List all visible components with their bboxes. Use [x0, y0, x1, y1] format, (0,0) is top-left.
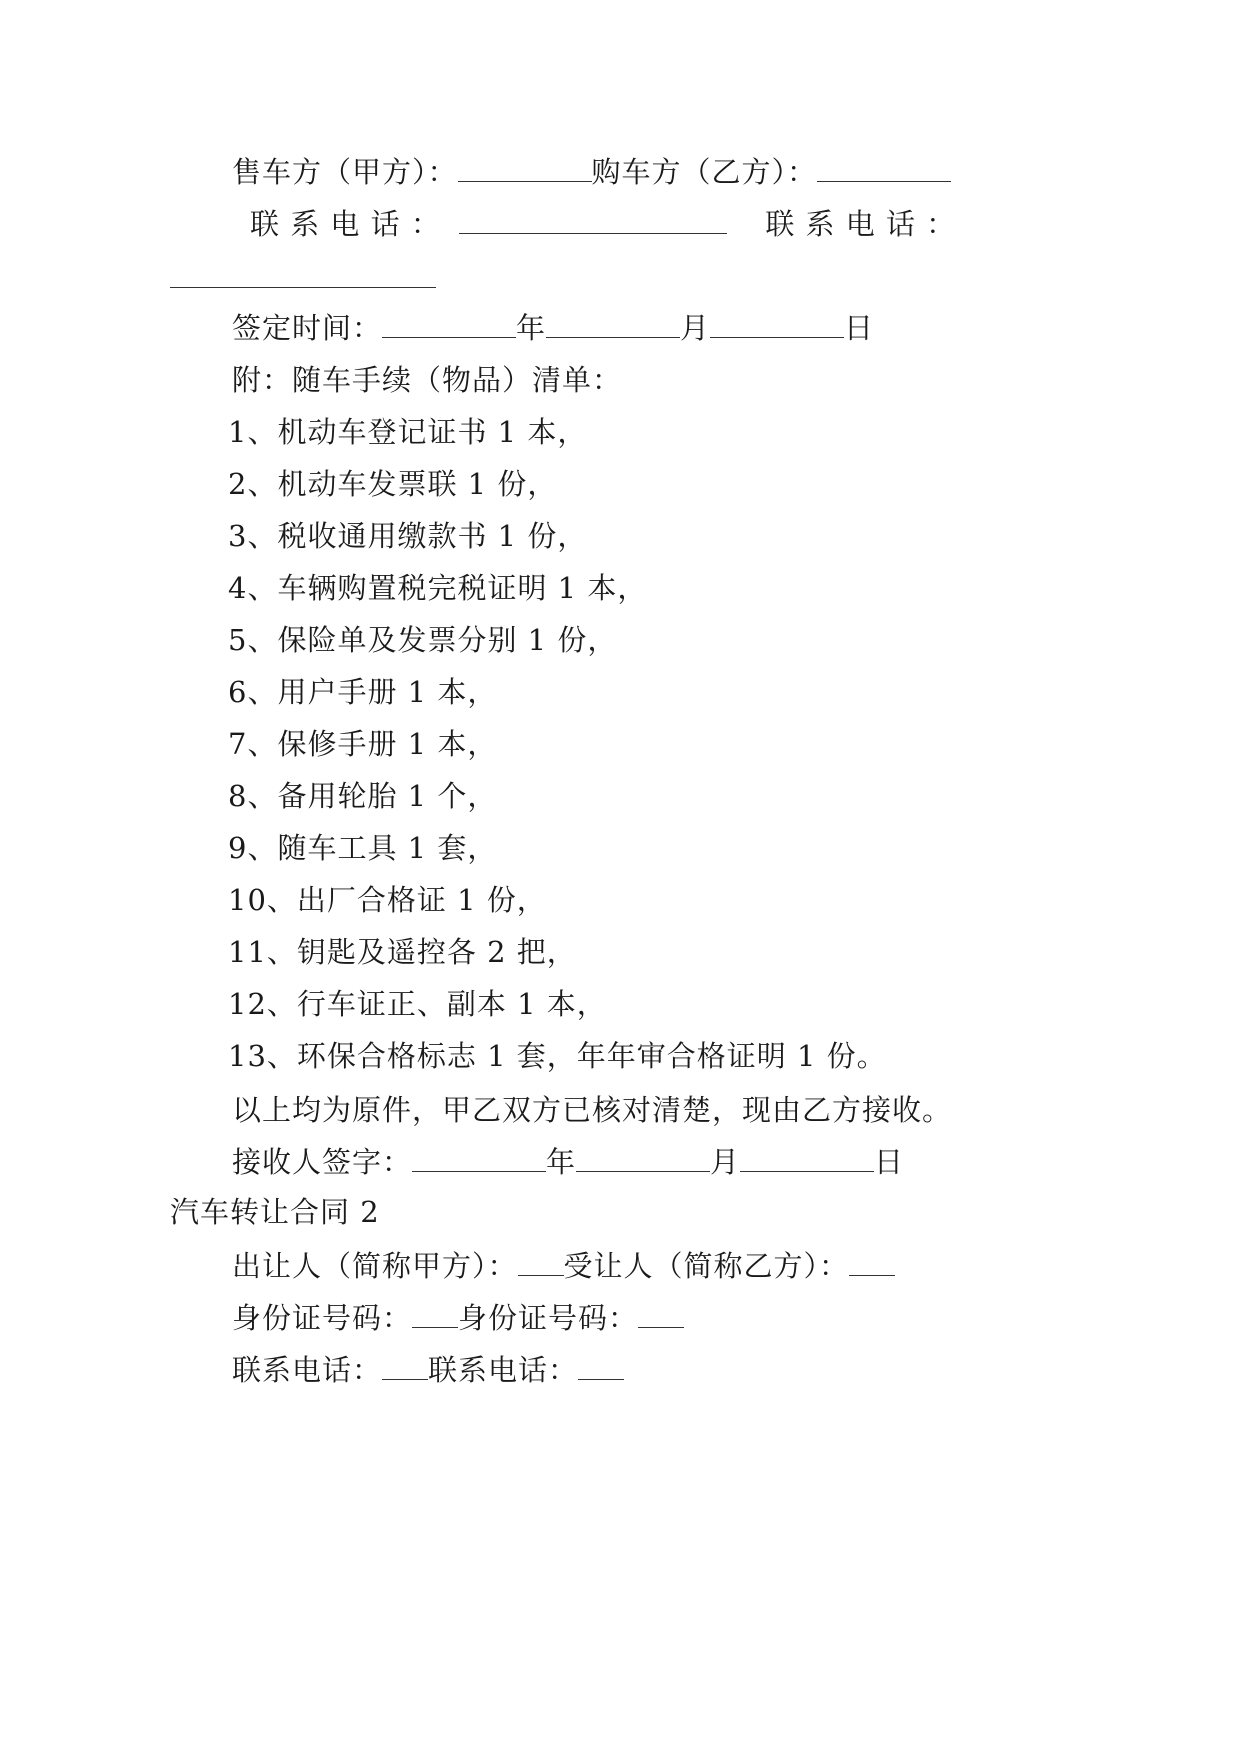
receiver-sign-line: [232, 1142, 904, 1182]
buyer-phone-blank[interactable]: [170, 265, 436, 288]
transferor-phone-label: 联系电话：: [232, 1353, 383, 1387]
receiver-year-blank[interactable]: [412, 1149, 546, 1172]
transferor-blank[interactable]: [518, 1253, 564, 1276]
contract2-phone-line: [232, 1350, 624, 1390]
receiver-day-label: 日: [874, 1145, 905, 1179]
transferee-id-blank[interactable]: [638, 1305, 684, 1328]
sign-month-label: 月: [680, 311, 711, 345]
seller-label: 售车方（甲方）：: [232, 155, 458, 189]
list-item: 10、出厂合格证 1 份，: [228, 883, 547, 917]
list-item: 13、环保合格标志 1 套，年年审合格证明 1 份。: [228, 1039, 887, 1073]
transfer-parties-line: [232, 1246, 895, 1286]
transferee-phone-label: 联系电话：: [428, 1353, 579, 1387]
list-item: 6、用户手册 1 本，: [228, 675, 498, 709]
id-line: [232, 1298, 684, 1338]
list-item: 12、行车证正、副本 1 本，: [228, 987, 607, 1021]
buyer-phone-line: [170, 258, 436, 298]
receiver-month-label: 月: [710, 1145, 741, 1179]
contract2-title: 汽车转让合同 2: [170, 1195, 380, 1229]
receiver-day-blank[interactable]: [740, 1149, 874, 1172]
buyer-blank[interactable]: [817, 159, 951, 182]
sign-time-line: [232, 308, 874, 348]
list-item: 4、车辆购置税完税证明 1 本，: [228, 571, 648, 605]
list-item: 2、机动车发票联 1 份，: [228, 467, 558, 501]
receiver-month-blank[interactable]: [576, 1149, 710, 1172]
confirmation-text: 以上均为原件，甲乙双方已核对清楚，现由乙方接收。: [232, 1093, 953, 1127]
sign-time-label: 签定时间：: [232, 311, 383, 345]
transferor-label: 出让人（简称甲方）：: [232, 1249, 518, 1283]
list-item: 8、备用轮胎 1 个，: [228, 779, 498, 813]
sign-year-blank[interactable]: [382, 315, 516, 338]
sign-year-label: 年: [516, 311, 547, 345]
sign-day-label: 日: [844, 311, 875, 345]
parties-line: [232, 152, 951, 192]
list-item: 9、随车工具 1 套，: [228, 831, 498, 865]
transferor-id-label: 身份证号码：: [232, 1301, 413, 1335]
buyer-phone-label: 联 系 电 话 ：: [765, 207, 957, 241]
transferee-phone-blank[interactable]: [578, 1357, 624, 1380]
sign-month-blank[interactable]: [546, 315, 680, 338]
transferor-id-blank[interactable]: [412, 1305, 458, 1328]
receiver-sign-label: 接收人签字：: [232, 1145, 413, 1179]
list-item: 5、保险单及发票分别 1 份，: [228, 623, 618, 657]
list-item: 1、机动车登记证书 1 本，: [228, 415, 588, 449]
list-item: 3、税收通用缴款书 1 份，: [228, 519, 588, 553]
receiver-year-label: 年: [546, 1145, 577, 1179]
transferee-blank[interactable]: [849, 1253, 895, 1276]
seller-phone-label: 联 系 电 话 ：: [250, 207, 441, 241]
appendix-title: 附：随车手续（物品）清单：: [232, 363, 623, 397]
phone-line: [250, 204, 956, 244]
list-item: 11、钥匙及遥控各 2 把，: [228, 935, 577, 969]
sign-day-blank[interactable]: [710, 315, 844, 338]
transferor-phone-blank[interactable]: [382, 1357, 428, 1380]
transferee-label: 受让人（简称乙方）：: [563, 1249, 850, 1283]
seller-blank[interactable]: [458, 159, 592, 182]
buyer-label: 购车方（乙方）：: [591, 155, 818, 189]
seller-phone-blank[interactable]: [459, 211, 727, 234]
list-item: 7、保修手册 1 本，: [228, 727, 498, 761]
transferee-id-label: 身份证号码：: [458, 1301, 639, 1335]
